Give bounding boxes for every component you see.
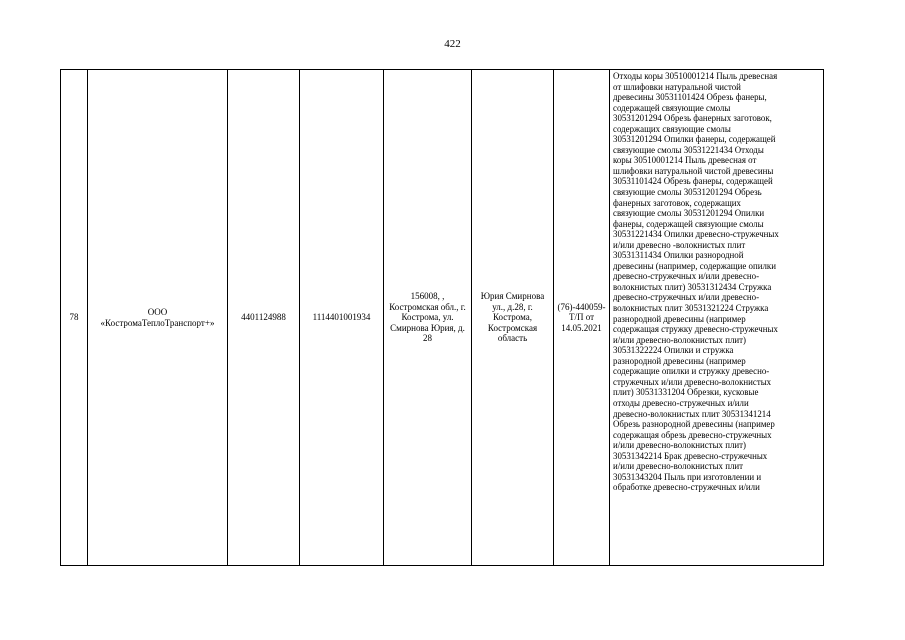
legal-address-cell: 156008, , Костромская обл., г. Кострома, ул. Смирнова Юрия, д. 28 — [384, 70, 472, 566]
row-number-cell: 78 — [61, 70, 88, 566]
page-number: 422 — [444, 38, 461, 50]
waste-types-cell: Отходы коры 30510001214 Пыль древесная от шлифовки натуральной чистой древесины 30531101424 Обрезь фанеры, содержащей связующие смолы 30531201294 Обрезь фанерных заготовок, содержащих связующие смолы 30531201294 Опилки фанеры, содержащей связующие смолы 30531221434 Отходы коры 30510001214 Пыль древесная от шлифовки натуральной чистой древесины 30531101424 Обрезь фанеры, содержащей связующие смолы 30531201294 Обрезь фанерных заготовок, содержащих связующие смолы 30531201294 Опилки фанеры, содержащей связующие смолы 30531221434 Опилки древесно-стружечных и/или древесно -волокнистых плит 30531311434 Опилки разнородной древесины (например, содержащие опилки древесно-стружечных и/или древесно- волокнистых плит) 30531312434 Стружка древесно-стружечных и/или древесно- волокнистых плит 30531321224 Стружка разнородной древесины (например содержащая стружку древесно-стружечных и/или древесно-волокнистых плит) 30531322224 Опилки и стружка разнородной древесины (например содержащие опилки и стружку древесно- стружечных и/или древесно-волокнистых плит) 30531331204 Обрезки, кусковые отходы древесно-стружечных и/или древесно-волокнистых плит 30531341214 Обрезь разнородной древесины (например содержащая обрезь древесно-стружечных и/или древесно-волокнистых плит) 30531342214 Брак древесно-стружечных и/или древесно-волокнистых плит 30531343204 Пыль при изготовлении и обработке древесно-стружечных и/или — [610, 70, 824, 566]
license-cell: (76)-440059-Т/П от 14.05.2021 — [554, 70, 610, 566]
site-address-cell: Юрия Смирнова ул., д.28, г. Кострома, Костромская область — [472, 70, 554, 566]
inn-cell: 4401124988 — [228, 70, 300, 566]
ogrn-cell: 1114401001934 — [300, 70, 384, 566]
registry-table — [60, 69, 824, 566]
table-row — [61, 70, 824, 566]
company-name-cell: ООО «КостромаТеплоТранспорт+» — [88, 70, 228, 566]
